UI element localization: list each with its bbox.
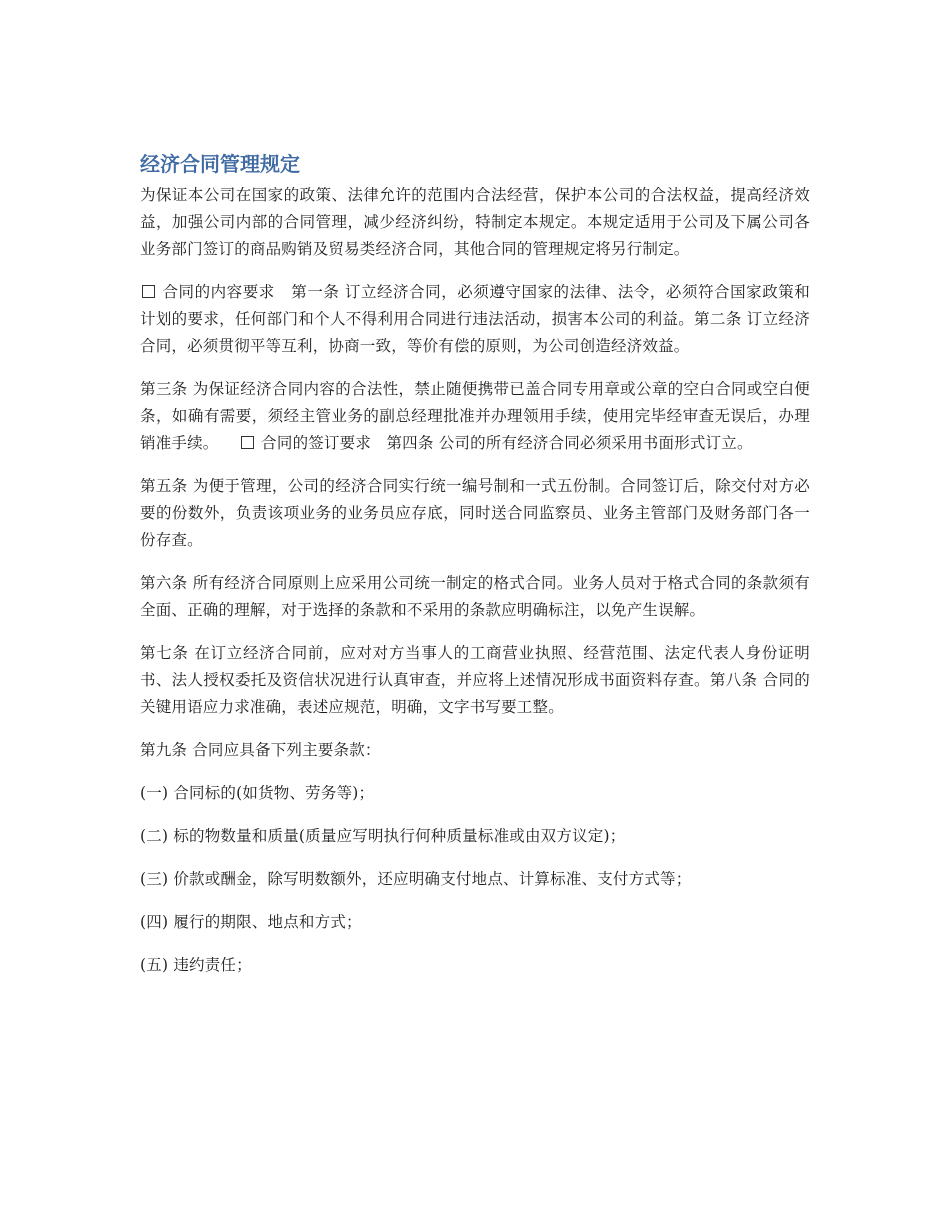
document-page [140, 148, 810, 995]
article-7-8-paragraph: 第七条 在订立经济合同前，应对对方当事人的工商营业执照、经营范围、法定代表人身份证明书、法人授权委托及资信状况进行认真审查，并应将上述情况形成书面资料存查。第八条 合同的关键用语应力求准确，表述应规范，明确，文字书写要工整。 [140, 644, 810, 716]
article-3-text: 第三条 为保证经济合同内容的合法性，禁止随便携带已盖合同专用章或公章的空白合同或空白便条，如确有需要，须经主管业务的副总经理批准并办理领用手续，使用完毕经审查无误后，办理销准手续。 [140, 380, 810, 452]
section-1-heading: 合同的内容要求 [162, 283, 275, 301]
section-2-heading: 合同的签订要求 [261, 434, 372, 452]
list-item: (四) 履行的期限、地点和方式； [140, 913, 362, 931]
document-title: 经济合同管理规定 [140, 152, 300, 176]
article-1-2-text: 第一条 订立经济合同，必须遵守国家的法律、法令，必须符合国家政策和计划的要求，任何部门和个人不得利用合同进行违法活动，损害本公司的利益。第二条 订立经济合同，必须贯彻平等互利，协商一致，等价有偿的原则，为公司创造经济效益。 [140, 283, 810, 355]
article-9-paragraph: 第九条 合同应具备下列主要条款： [140, 741, 381, 759]
intro-paragraph: 为保证本公司在国家的政策、法律允许的范围内合法经营，保护本公司的合法权益，提高经济效益，加强公司内部的合同管理，减少经济纠纷，特制定本规定。本规定适用于公司及下属公司各业务部门签订的商品购销及贸易类经济合同，其他合同的管理规定将另行制定。 [140, 186, 810, 258]
list-item: (一) 合同标的(如货物、劳务等)； [140, 784, 375, 802]
list-item: (二) 标的物数量和质量(质量应写明执行何种质量标准或由双方议定)； [140, 827, 626, 845]
section-1-paragraph [140, 279, 810, 360]
section-2-paragraph [140, 376, 810, 457]
article-5-paragraph: 第五条 为便于管理，公司的经济合同实行统一编号制和一式五份制。合同签订后，除交付对方必要的份数外，负责该项业务的业务员应存底，同时送合同监察员、业务主管部门及财务部门各一份存查。 [140, 477, 810, 549]
checkbox-icon [241, 436, 254, 449]
article-4-text: 第四条 公司的所有经济合同必须采用书面形式订立。 [386, 434, 753, 452]
checkbox-icon [142, 285, 155, 298]
list-item: (五) 违约责任； [140, 956, 252, 974]
list-item: (三) 价款或酬金，除写明数额外，还应明确支付地点、计算标准、支付方式等； [140, 870, 692, 888]
article-6-paragraph: 第六条 所有经济合同原则上应采用公司统一制定的格式合同。业务人员对于格式合同的条款须有全面、正确的理解，对于选择的条款和不采用的条款应明确标注，以免产生误解。 [140, 574, 810, 619]
